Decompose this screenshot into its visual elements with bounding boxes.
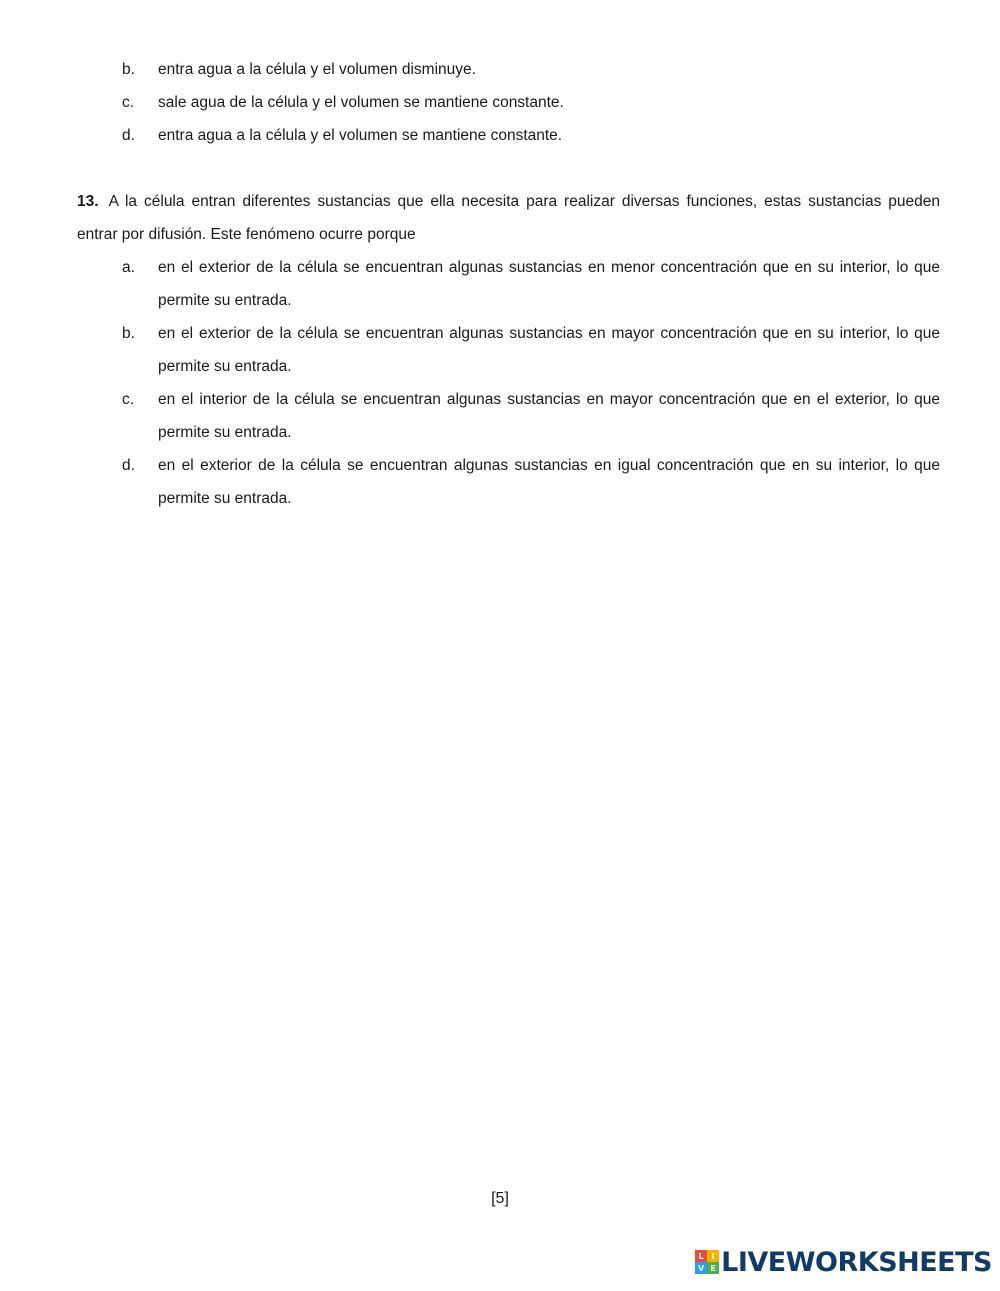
option-text: en el exterior de la célula se encuentran algunas sustancias en igual concentración que en su interior, lo que permite su entrada. [158, 457, 940, 507]
option-letter: b. [122, 325, 135, 342]
question-text: A la célula entran diferentes sustancias que ella necesita para realizar diversas funciones, estas sustancias pueden entrar por difusión. Este fenómeno ocurre porque [77, 193, 940, 243]
option-text: en el interior de la célula se encuentran algunas sustancias en mayor concentración que en el exterior, lo que permite su entrada. [158, 391, 940, 441]
logo-letter-v: V [695, 1262, 707, 1274]
option-letter: d. [122, 457, 135, 474]
logo-mark-icon [695, 1250, 719, 1274]
option-text: sale agua de la célula y el volumen se mantiene constante. [158, 94, 564, 111]
option-text: entra agua a la célula y el volumen se mantiene constante. [158, 127, 563, 144]
option-letter: c. [122, 94, 135, 111]
option-letter: b. [122, 61, 135, 78]
option-letter: d. [122, 127, 135, 144]
option-letter: c. [122, 391, 135, 408]
option-d[interactable] [122, 449, 940, 515]
option-d-prev[interactable] [122, 119, 940, 152]
question-13 [77, 185, 940, 251]
question-number: 13. [77, 193, 99, 210]
option-b[interactable] [122, 317, 940, 383]
logo-letter-e: E [707, 1262, 719, 1274]
logo-letter-l: L [695, 1250, 707, 1262]
option-text: en el exterior de la célula se encuentran algunas sustancias en menor concentración que en su interior, lo que permite su entrada. [158, 259, 940, 309]
liveworksheets-logo [695, 1247, 992, 1277]
option-a[interactable] [122, 251, 940, 317]
option-c[interactable] [122, 383, 940, 449]
option-b-prev[interactable] [122, 53, 940, 86]
option-text: entra agua a la célula y el volumen disminuye. [158, 61, 476, 78]
logo-letter-i: I [707, 1250, 719, 1262]
page-number: [5] [491, 1190, 509, 1207]
option-letter: a. [122, 259, 135, 276]
option-c-prev[interactable] [122, 86, 940, 119]
logo-text: LIVEWORKSHEETS [721, 1246, 992, 1278]
option-text: en el exterior de la célula se encuentran algunas sustancias en mayor concentración que en su interior, lo que permite su entrada. [158, 325, 940, 375]
